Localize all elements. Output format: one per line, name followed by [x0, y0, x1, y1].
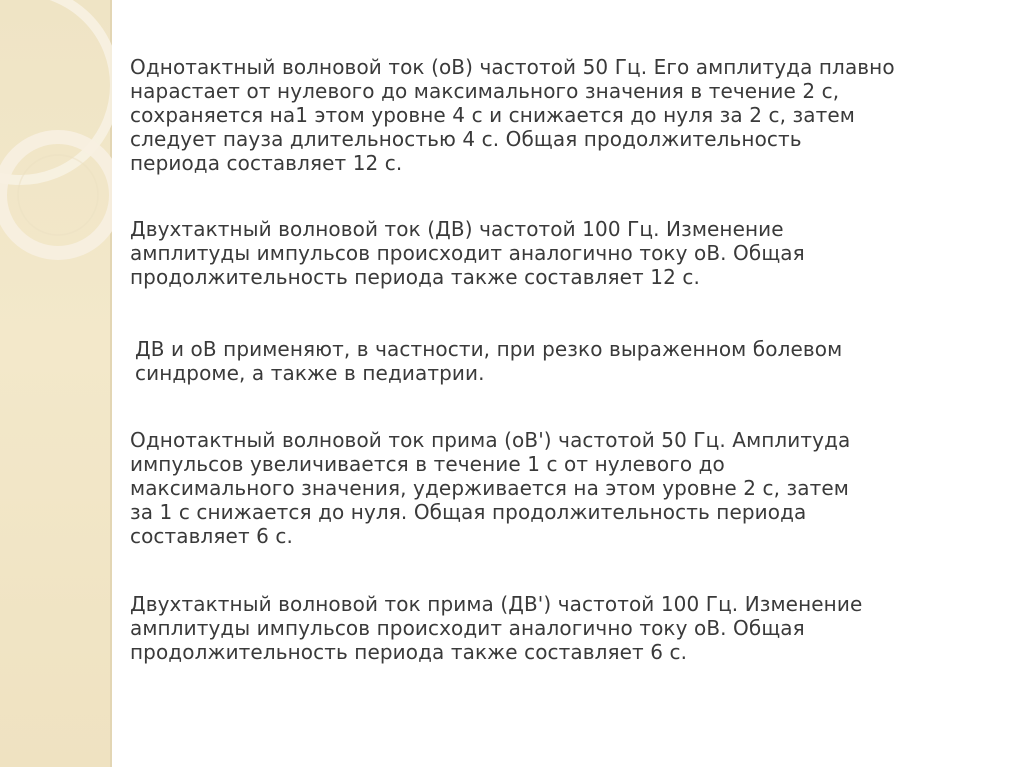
paragraph-ov-current: Однотактный волновой ток (оВ) частотой 50 Гц. Его амплитуда плавно нарастает от нулевого до максимального значения в течение 2 с, сохраняется на1 этом уровне 4 с и снижается до нуля за 2 с, затем следует пауза длительностью 4 с. Общая продолжительность периода составляет 12 с.: [130, 55, 895, 175]
paragraph-ov-prime-current: Однотактный волновой ток прима (оВ') частотой 50 Гц. Амплитуда импульсов увеличивается в течение 1 с от нулевого до максимального значения, удерживается на этом уровне 2 с, затем за 1 с снижается до нуля. Общая продолжительность периода составляет 6 с.: [130, 428, 851, 548]
paragraph-dv-prime-current: Двухтактный волновой ток прима (ДВ') частотой 100 Гц. Изменение амплитуды импульсов происходит аналогично току оВ. Общая продолжительность периода также составляет 6 с.: [130, 592, 863, 664]
paragraph-dv-current: Двухтактный волновой ток (ДВ) частотой 100 Гц. Изменение амплитуды импульсов происходит аналогично току оВ. Общая продолжительность периода также составляет 12 с.: [130, 217, 805, 289]
paragraph-dv-ov-application: ДВ и оВ применяют, в частности, при резко выраженном болевом синдроме, а также в педиатрии.: [135, 337, 843, 385]
decorative-rings: [0, 0, 112, 320]
